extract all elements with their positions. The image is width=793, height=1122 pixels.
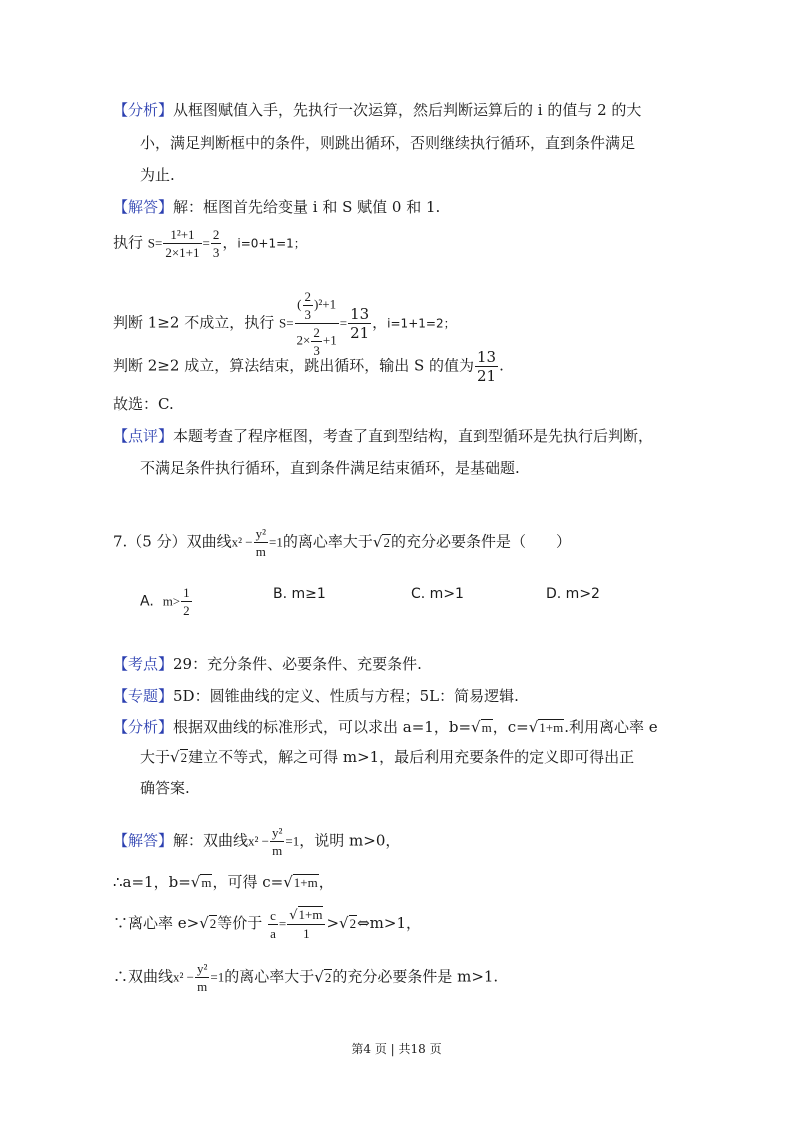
fraction: $\frac{\text{1²+1}}{2\times 1+1}$ bbox=[165, 227, 200, 260]
fraction: $\frac{1}{2}$ bbox=[183, 585, 190, 618]
sqrt: √2 bbox=[314, 967, 332, 986]
q7-analysis-line-2: 大于√2建立不等式，解之可得 m>1，最后利用充要条件的定义即可得出正 bbox=[140, 748, 635, 766]
nested-fraction: ( $\frac{2}{3}$ )²+1 2× $\frac{2}{3}$ +1 bbox=[296, 289, 337, 358]
review-line-1: 【点评】本题考查了程序框图，考查了直到型结构，直到型循环是先执行后判断， bbox=[113, 427, 654, 445]
step-2-line: 判断 1≥2 不成立，执行 S= ( $\frac{2}{3}$ )²+1 2× $\frac{2}{3}$ +1 = $\frac{13}{21}$ ，i=1+1=2； bbox=[113, 289, 456, 358]
zhuanti-tag: 【专题】 bbox=[113, 687, 174, 705]
sqrt: √1+m bbox=[528, 718, 564, 736]
fraction: $\frac{13}{21}$ bbox=[350, 305, 370, 342]
page-footer: 第4 页 | 共18 页 bbox=[351, 1042, 442, 1056]
option-a: A. m> $\frac{1}{2}$ bbox=[140, 585, 190, 618]
zhuanti-line: 【专题】5D：圆锥曲线的定义、性质与方程；5L：简易逻辑. bbox=[113, 687, 519, 705]
step-1-line: 执行 S= $\frac{\text{1²+1}}{2\times 1+1}$ = $\frac{2}{3}$ ，i=0+1=1； bbox=[113, 227, 306, 260]
option-c: C. m>1 bbox=[411, 586, 464, 602]
kaodian-tag: 【考点】 bbox=[113, 655, 174, 673]
option-d: D. m>2 bbox=[546, 586, 600, 602]
fraction: $\frac{2}{3}$ bbox=[212, 227, 220, 260]
q7-solution-line-2: ∴a=1，b=√m，可得 c=√1+m， bbox=[113, 873, 334, 891]
question-7-stem: 7.（5 分）双曲线x² − $\frac{\text{y²}}{m}$ =1的离心率大于√2的充分必要条件是（ ） bbox=[113, 526, 571, 559]
sqrt: √2 bbox=[199, 914, 217, 932]
fraction: $\frac{\text{y²}}{m}$ bbox=[255, 526, 267, 559]
review-tag: 【点评】 bbox=[113, 427, 174, 445]
q7-analysis-tag: 【分析】 bbox=[113, 718, 174, 736]
q7-solution-line-3: ∵离心率 e>√2等价于 $\frac{c}{a}$ = $\frac{√1+m}{1}$ >√2⇔m>1， bbox=[113, 907, 421, 941]
sqrt: √2 bbox=[339, 914, 357, 932]
review-line-2: 不满足条件执行循环，直到条件满足结束循环，是基础题. bbox=[140, 459, 520, 477]
fraction: $\frac{\text{y²}}{m}$ bbox=[197, 961, 208, 994]
q7-analysis-line-3: 确答案. bbox=[140, 779, 190, 797]
sqrt: √1+m bbox=[283, 873, 318, 891]
step-3-line: 判断 2≥2 成立，算法结束，跳出循环，输出 S 的值为 $\frac{13}{21}$ . bbox=[113, 348, 504, 385]
sqrt: √2 bbox=[372, 532, 390, 551]
q7-analysis-line-1: 【分析】根据双曲线的标准形式，可以求出 a=1，b=√m，c=√1+m.利用离心率 e bbox=[113, 718, 658, 736]
analysis-line-2: 小，满足判断框中的条件，则跳出循环，否则继续执行循环，直到条件满足 bbox=[140, 134, 636, 152]
solution-line-1: 【解答】解：框图首先给变量 i 和 S 赋值 0 和 1. bbox=[113, 198, 441, 216]
sqrt: √m bbox=[190, 873, 212, 891]
sqrt: √m bbox=[471, 718, 492, 736]
option-b: B. m≥1 bbox=[273, 586, 326, 602]
choice-line: 故选：C. bbox=[113, 395, 174, 413]
analysis-tag: 【分析】 bbox=[113, 101, 174, 119]
q7-solution-line-1: 【解答】解：双曲线x² − $\frac{\text{y²}}{m}$ =1，说明 m>0， bbox=[113, 825, 401, 858]
fraction: $\frac{c}{a}$ bbox=[270, 907, 276, 941]
analysis-line-3: 为止. bbox=[140, 166, 175, 184]
analysis-line-1: 【分析】从框图赋值入手，先执行一次运算，然后判断运算后的 i 的值与 2 的大 bbox=[113, 101, 642, 119]
q7-solution-tag: 【解答】 bbox=[113, 831, 174, 850]
solution-tag: 【解答】 bbox=[113, 198, 174, 216]
kaodian-line: 【考点】29：充分条件、必要条件、充要条件. bbox=[113, 655, 422, 673]
q7-solution-line-4: ∴双曲线x² − $\frac{\text{y²}}{m}$ =1的离心率大于√2的充分必要条件是 m>1. bbox=[113, 961, 499, 994]
sqrt: √2 bbox=[170, 748, 188, 766]
fraction: $\frac{√1+m}{1}$ bbox=[287, 906, 325, 942]
fraction: $\frac{13}{21}$ bbox=[477, 348, 497, 385]
fraction: $\frac{\text{y²}}{m}$ bbox=[272, 825, 283, 858]
